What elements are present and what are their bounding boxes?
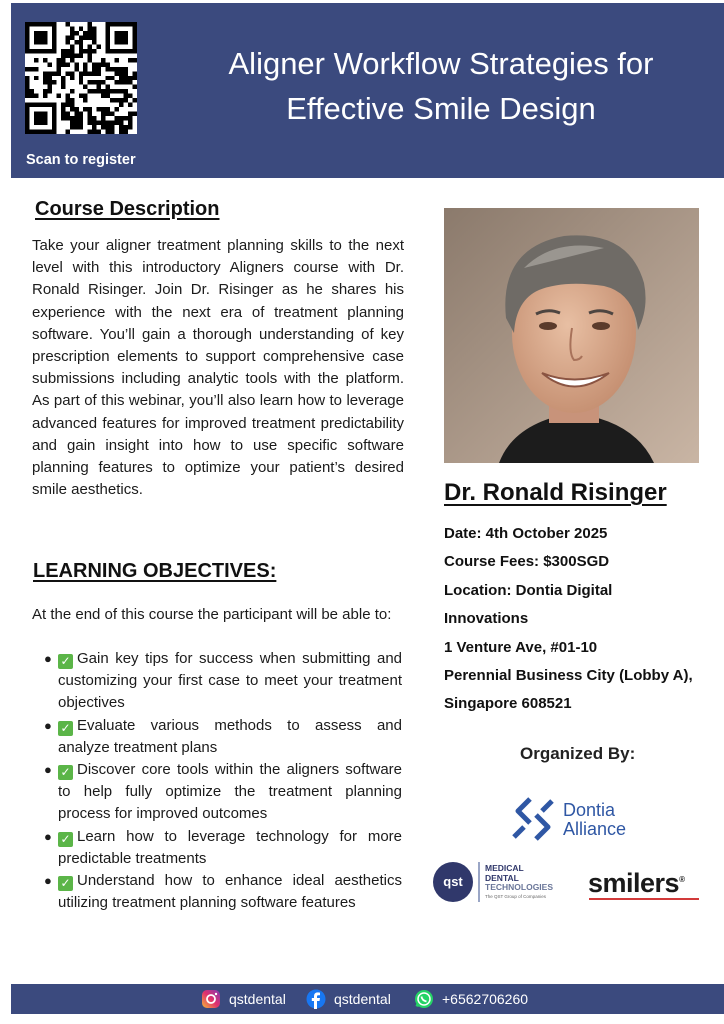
course-title: Aligner Workflow Strategies for Effective Smile Design — [228, 46, 654, 126]
check-mark-icon: ✓ — [58, 876, 73, 891]
dontia-wordmark: Dontia Alliance — [563, 800, 627, 839]
header-banner — [11, 3, 724, 178]
learning-objectives-heading: LEARNING OBJECTIVES: — [33, 560, 277, 582]
objectives-list — [40, 648, 402, 914]
check-mark-icon: ✓ — [58, 654, 73, 669]
course-fees: Course Fees: $300SGD — [444, 553, 610, 571]
location-line-2: Innovations — [444, 610, 529, 628]
event-date: Date: 4th October 2025 — [444, 525, 608, 542]
address-line-1: 1 Venture Ave, #01-10 — [444, 638, 598, 656]
check-mark-icon: ✓ — [58, 721, 73, 736]
qst-logo-icon: qst — [433, 862, 473, 902]
objective-item: ● ✓ Discover core tools within the aligners software to help fully optimize the treatment planning process for improved outcomes — [44, 761, 402, 823]
instagram-icon — [201, 989, 221, 1009]
address-line-3: Singapore 608521 — [444, 695, 572, 713]
qst-wordmark: MEDICAL DENTAL TECHNOLOGIES The QST Group of Companies — [485, 863, 554, 899]
objectives-intro: At the end of this course the participant will be able to: — [32, 606, 392, 623]
event-details — [444, 520, 724, 719]
dontia-logo-icon — [508, 795, 558, 843]
address-line-2: Perennial Business City (Lobby A), — [444, 667, 693, 685]
speaker-name: Dr. Ronald Risinger — [444, 479, 667, 506]
objective-item: ● ✓ Understand how to enhance ideal aesthetics utilizing treatment planning software features — [44, 872, 402, 912]
facebook-icon — [306, 989, 326, 1009]
objective-item: ● ✓ Gain key tips for success when submitting and customizing your first case to meet your treatment objectives — [44, 650, 402, 712]
smilers-logo: smilers® — [588, 868, 685, 898]
objective-item: ● ✓ Learn how to leverage technology for more predictable treatments — [44, 827, 402, 867]
qr-code-image — [25, 22, 137, 134]
speaker-photo — [444, 208, 699, 463]
whatsapp-icon — [414, 989, 434, 1009]
footer-bar: qstdental qstdental +6562706260 — [11, 984, 724, 1014]
registration-qr-code[interactable] — [25, 22, 137, 134]
scan-to-register-label: Scan to register — [26, 152, 136, 168]
location-line-1: Location: Dontia Digital — [444, 581, 613, 599]
organized-by-heading: Organized By: — [520, 744, 636, 763]
course-description-text: Take your aligner treatment planning skills to the next level with this introductory Aligners course with Dr. Ronald Risinger. Join Dr. Risinger as he shares his experience with the next era of treatment planning software. You’ll gain a thorough understanding of key prescription elements to support comprehensive case submissions including analytic tools with the platform. As part of this webinar, you’ll also learn how to leverage advanced features for improved treatment predictability and gain insight into how to use specific software planning features to optimize your patient’s desired smile aesthetics. — [32, 237, 404, 499]
check-mark-icon: ✓ — [58, 832, 73, 847]
check-mark-icon: ✓ — [58, 765, 73, 780]
dontia-alliance-logo — [508, 795, 648, 843]
qst-medical-dental-logo — [433, 860, 563, 905]
objective-item: ● ✓ Evaluate various methods to assess and analyze treatment plans — [44, 716, 402, 756]
course-description-heading: Course Description — [35, 198, 220, 220]
